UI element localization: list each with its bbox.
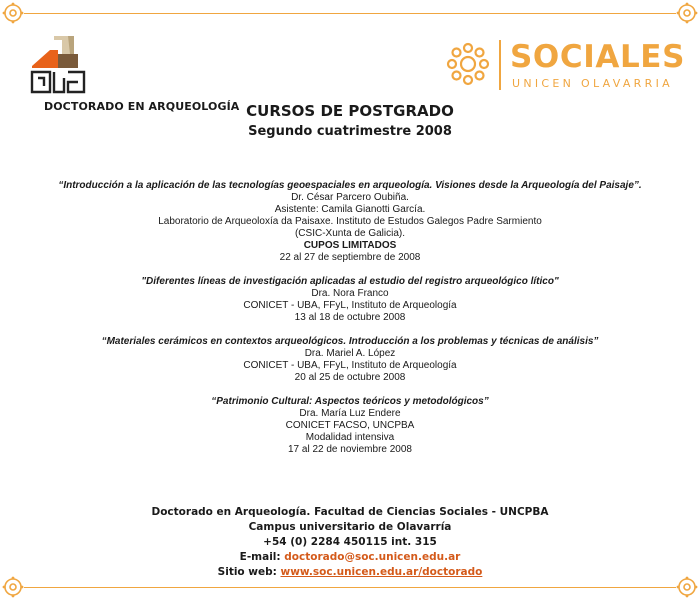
doctorado-logo-caption: DOCTORADO EN ARQUEOLOGÍA (44, 100, 240, 113)
brand-subtitle: UNICEN OLAVARRIA (512, 77, 673, 90)
course-item (0, 180, 700, 264)
course-line: Dr. César Parcero Oubiña. (291, 192, 409, 203)
course-line: Modalidad intensiva (305, 432, 395, 443)
course-title: “Introducción a la aplicación de las tecnologías geoespaciales en arqueología. Visiones desde la Arqueología del Paisaje”. (58, 180, 642, 191)
course-line: Dra. Mariel A. López (304, 348, 396, 359)
contact-institution: Doctorado en Arqueología. Facultad de Ciencias Sociales - UNCPBA (151, 506, 549, 518)
course-line: Laboratorio de Arqueoloxía da Paisaxe. Instituto de Estudos Galegos Padre Sarmiento (158, 216, 542, 227)
course-line: (CSIC-Xunta de Galicia). (294, 228, 406, 239)
corner-ornament-icon (676, 2, 698, 24)
page-subtitle: Segundo cuatrimestre 2008 (248, 124, 452, 139)
course-line: CONICET FACSO, UNCPBA (285, 420, 415, 431)
course-title: “Patrimonio Cultural: Aspectos teóricos y metodológicos” (211, 396, 489, 407)
contact-phone: +54 (0) 2284 450115 int. 315 (263, 536, 437, 548)
course-line: Dra. María Luz Endere (299, 408, 401, 419)
web-label: Sitio web: (217, 566, 281, 578)
course-title: “Materiales cerámicos en contextos arqueológicos. Introducción a los problemas y técnicas de análisis” (101, 336, 599, 347)
course-item (0, 396, 700, 456)
brand-title: SOCIALES (510, 39, 686, 75)
contact-web-row (0, 565, 700, 580)
contact-campus: Campus universitario de Olavarría (248, 521, 452, 533)
course-line: CONICET - UBA, FFyL, Instituto de Arqueología (243, 360, 457, 371)
email-label: E-mail: (239, 551, 285, 563)
course-line: CONICET - UBA, FFyL, Instituto de Arqueología (243, 300, 457, 311)
course-dates: 17 al 22 de noviembre 2008 (288, 444, 412, 455)
doctorado-logo-icon (28, 32, 88, 98)
contact-block (0, 505, 700, 580)
course-item (0, 276, 700, 324)
course-list (0, 180, 700, 468)
bottom-rule (24, 587, 676, 588)
course-dates: 20 al 25 de octubre 2008 (294, 372, 406, 383)
course-title: "Diferentes líneas de investigación aplicadas al estudio del registro arqueológico lítico" (141, 276, 559, 287)
website-link[interactable]: www.soc.unicen.edu.ar/doctorado (280, 566, 483, 578)
sociales-brand (446, 40, 686, 96)
course-dates: 22 al 27 de septiembre de 2008 (279, 252, 421, 263)
email-link[interactable]: doctorado@soc.unicen.edu.ar (284, 551, 461, 563)
sun-emblem-icon (446, 42, 490, 86)
contact-email-row (0, 550, 700, 565)
course-dates: 13 al 18 de octubre 2008 (294, 312, 406, 323)
top-rule (24, 13, 676, 14)
course-note: CUPOS LIMITADOS (303, 240, 397, 251)
corner-ornament-icon (2, 2, 24, 24)
course-item (0, 336, 700, 384)
brand-divider (499, 40, 501, 90)
course-line: Asistente: Camila Gianotti García. (274, 204, 426, 215)
course-line: Dra. Nora Franco (311, 288, 389, 299)
page-title: CURSOS DE POSTGRADO (246, 102, 454, 120)
